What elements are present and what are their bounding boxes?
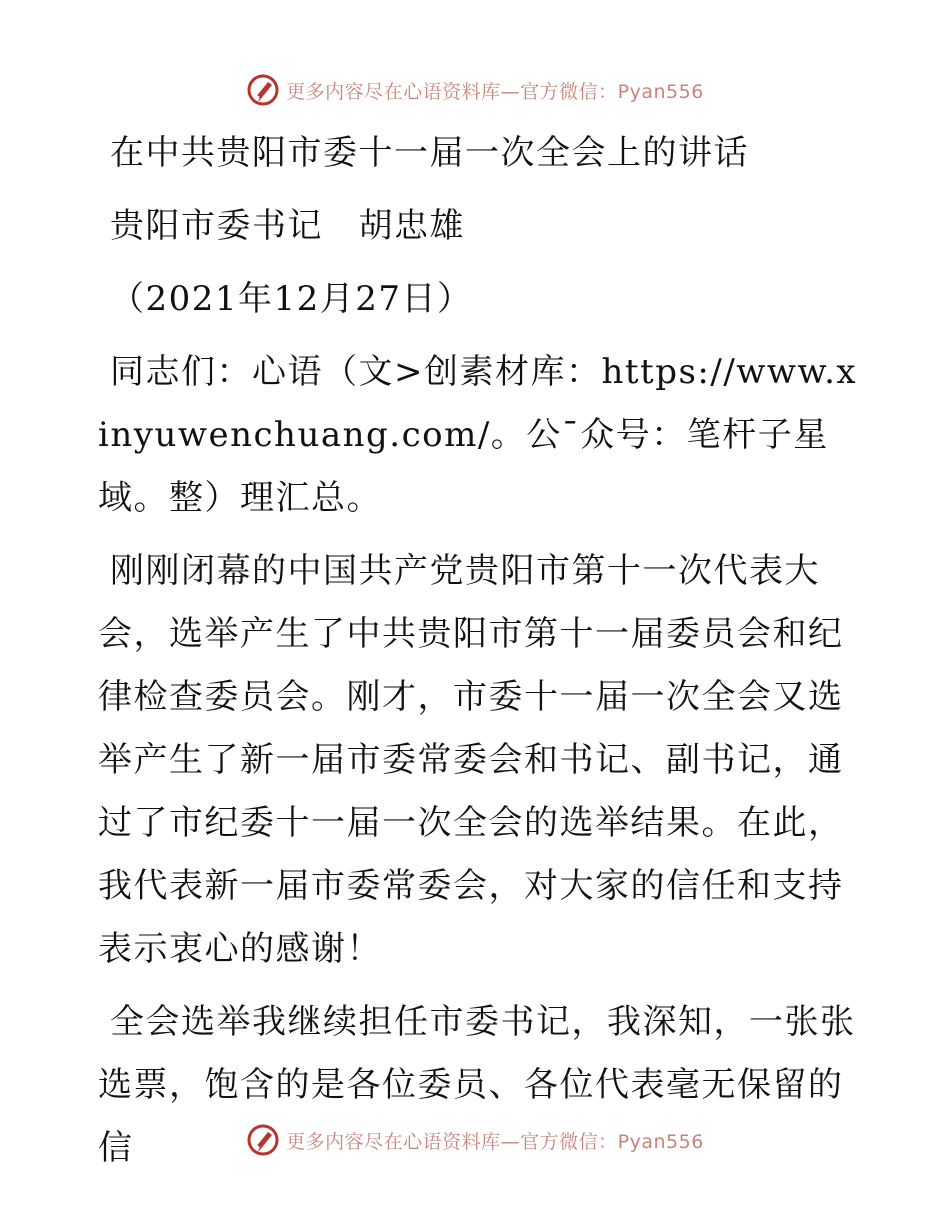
footer-banner — [0, 1120, 950, 1160]
pen-logo-icon — [246, 73, 280, 107]
document-author: 贵阳市委书记 胡忠雄 — [110, 206, 465, 246]
document-body — [98, 122, 858, 1190]
paragraph: 全会选举我继续担任市委书记，我深知，一张张选票，饱含的是各位委员、各位代表毫无保留的信 — [98, 1002, 856, 1168]
header-banner-text: 更多内容尽在心语资料库—官方微信：Pyan556 — [286, 80, 704, 103]
document-date: （2021年12月27日） — [110, 279, 473, 319]
header-banner — [0, 70, 950, 110]
document-title: 在中共贵阳市委十一届一次全会上的讲话 — [110, 133, 749, 173]
paragraph: 同志们：心语（文>创素材库：https://www.xinyuwenchuang.com/。公¯众号：笔杆子星域。整）理汇总。 — [98, 352, 858, 518]
pen-logo-icon — [246, 1123, 280, 1157]
paragraph: 刚刚闭幕的中国共产党贵阳市第十一次代表大会，选举产生了中共贵阳市第十一届委员会和纪律检查委员会。刚才，市委十一届一次全会又选举产生了新一届市委常委会和书记、副书记，通过了市纪委十一届一次全会的选举结果。在此，我代表新一届市委常委会，对大家的信任和支持表示衷心的感谢！ — [98, 551, 844, 969]
footer-banner-text: 更多内容尽在心语资料库—官方微信：Pyan556 — [286, 1130, 704, 1153]
